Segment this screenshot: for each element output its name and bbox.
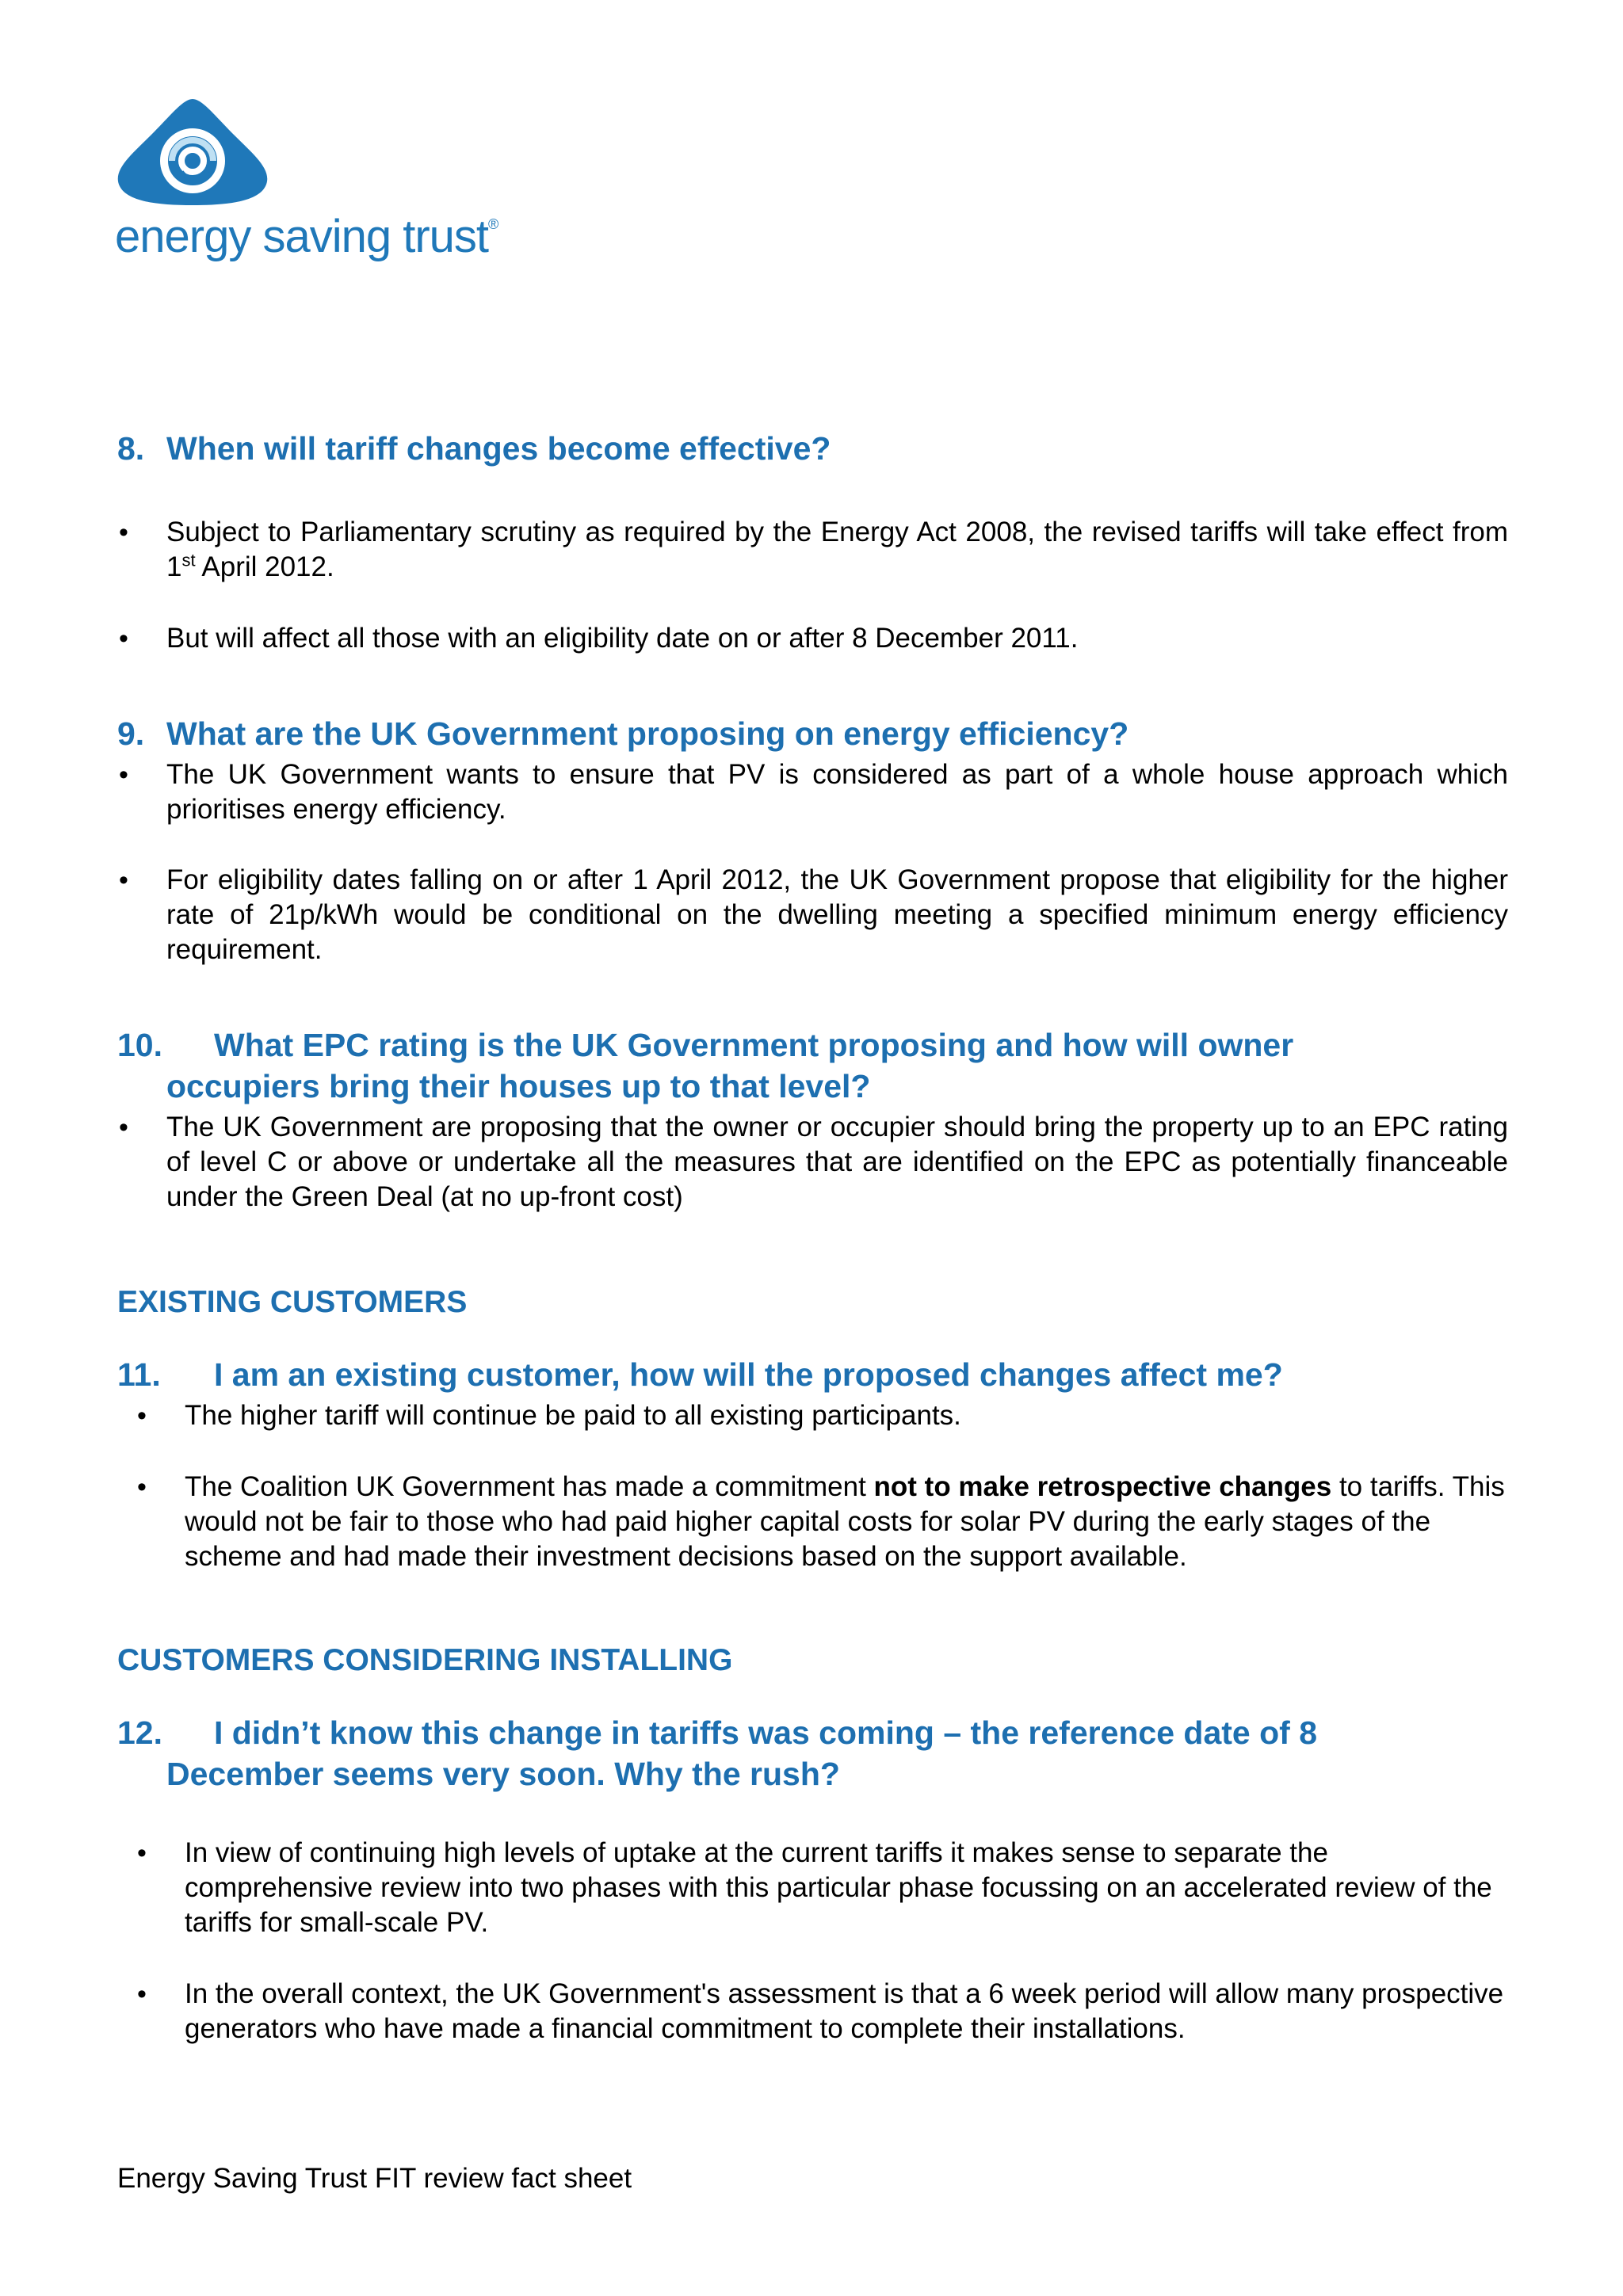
- list-item: • Subject to Parliamentary scrutiny as required by the Energy Act 2008, the revised tariffs will take effect from 1st April 2012.: [117, 515, 1508, 585]
- question-12-answers: [117, 1836, 1508, 2046]
- list-item: • For eligibility dates falling on or after 1 April 2012, the UK Government propose that eligibility for the higher rate of 21p/kWh would be conditional on the dwelling meeting a specified minimum energy efficiency requirement.: [117, 863, 1508, 967]
- swirl-logo-icon: [115, 99, 273, 210]
- list-item: • The higher tariff will continue be paid to all existing participants.: [117, 1398, 1508, 1433]
- energy-saving-trust-logo: [115, 99, 559, 273]
- list-item: • In the overall context, the UK Government's assessment is that a 6 week period will allow many prospective generators who have made a financial commitment to complete their installations.: [117, 1977, 1508, 2046]
- list-item: • The Coalition UK Government has made a commitment not to make retrospective changes to tariffs. This would not be fair to those who had paid higher capital costs for solar PV during the early stages of the scheme and had made their investment decisions based on the support available.: [117, 1470, 1508, 1574]
- question-11-heading: 11. I am an existing customer, how will the proposed changes affect me?: [117, 1356, 1283, 1393]
- logo-wordmark: energy saving trust®: [115, 211, 498, 262]
- list-item: • In view of continuing high levels of uptake at the current tariffs it makes sense to separate the comprehensive review into two phases with this particular phase focussing on an accelerated review of the tariffs for small-scale PV.: [117, 1836, 1508, 1940]
- question-12-heading: 12. I didn’t know this change in tariffs was coming – the reference date of 8 December seems very soon. Why the rush?: [117, 1714, 1317, 1792]
- question-10-answers: [117, 1110, 1508, 1215]
- question-11-answers: [117, 1398, 1508, 1574]
- question-9-heading: 9. What are the UK Government proposing on energy efficiency?: [117, 715, 1129, 752]
- question-8-answers: [117, 515, 1508, 656]
- question-9-answers: [117, 757, 1508, 967]
- customers-considering-installing-heading: CUSTOMERS CONSIDERING INSTALLING: [117, 1643, 733, 1677]
- list-item: • But will affect all those with an eligibility date on or after 8 December 2011.: [117, 621, 1508, 656]
- question-10-heading: 10. What EPC rating is the UK Government proposing and how will owner occupiers bring their houses up to that level?: [117, 1027, 1294, 1104]
- list-item: • The UK Government wants to ensure that PV is considered as part of a whole house approach which prioritises energy efficiency.: [117, 757, 1508, 827]
- existing-customers-heading: EXISTING CUSTOMERS: [117, 1285, 468, 1319]
- page-footer: Energy Saving Trust FIT review fact sheet: [117, 2163, 632, 2194]
- question-8-heading: 8. When will tariff changes become effective?: [117, 430, 831, 467]
- main-content: [117, 428, 1508, 2046]
- list-item: • The UK Government are proposing that the owner or occupier should bring the property up to an EPC rating of level C or above or undertake all the measures that are identified on the EPC as potentially financeable under the Green Deal (at no up-front cost): [117, 1110, 1508, 1215]
